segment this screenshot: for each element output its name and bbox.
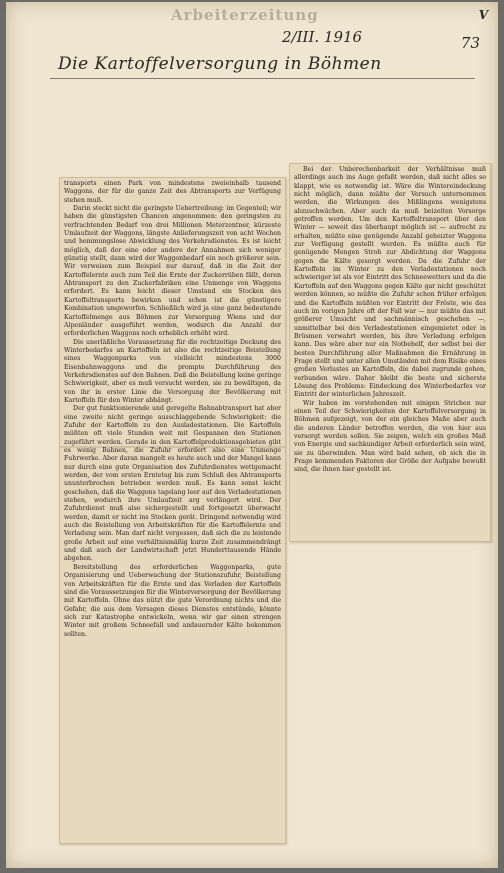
paragraph: Wir haben im vorstehenden mit einigen Strichen nur einen Teil der Schwierigkeiten der Kartoffelversorgung in Böhmen aufgezeigt, von der ein gleiches Maße aber auch die anderen Länder betroffen werden, die von hier aus versorgt werden sollen. Sie zeigen, welch ein großes Maß von Energie und sachkundiger Arbeit erforderlich sein wird, sie zu überwinden. Man wird bald sehen, ob sich die in Frage kommenden Faktoren der Größe der Aufgabe bewußt sind, die ihnen hier gestellt ist. — [294, 399, 486, 474]
paragraph: Darin steckt nicht die geringste Uebertreibung: im Gegenteil; wir haben die günstigsten Chancen angenommen: den geringsten zu verfrachtenden Bedarf von drei Millionen Meterzentner, kürzeste Umlaufzeit der Waggons, längste Anlieferungszeit von acht Wochen und hemmungslose Abwicklung des Verkehrsdienstes. Es ist leicht möglich, daß der eine oder andere der Annahmen sich weniger günstig stellt, dann wird der Waggonbedarf ein noch größerer sein. Wir verweisen zum Beispiel nur darauf, daß in die Zeit der Kartoffelernte auch zum Teil die Ernte der Zuckerrüben fällt, deren Abtransport zu den Zuckerfabriken eine Unmenge von Waggons erfordert. Es kann leicht dieser Umstand ein Stocken des Kartoffeltransports bewirken und schon ist die günstigere Kombination umgeworfen. Schließlich wird ja eine ganz bedeutende Kartoffelmenge aus Böhmen zur Versorgung Wiens und der Alpenländer ausgeführt werden, wodurch die Anzahl der erforderlichen Waggons noch erheblich erhöht wird. — [64, 205, 281, 338]
paragraph: Die unerläßliche Voraussetzung für die rechtzeitige Deckung des Winterbedarfes an Kartoffeln ist also die rechtzeitige Beistellung eines Waggonparks von vielleicht mindestens 3000 Eisenbahnwaggons und die prompte Durchführung des Verkehrsdienstes auf den Bahnen. Daß die Beistellung keine geringe Schwierigkeit, aber es muß versucht werden, sie zu bewältigen, da von ihr in erster Linie die Versorgung der Bevölkerung mit Kartoffeln für den Winter abhängt. — [64, 338, 281, 404]
clipping-left — [59, 177, 286, 844]
corner-mark: V — [478, 8, 488, 22]
title-underline — [50, 78, 475, 79]
paragraph: Bei der Unberechenbarkeit der Verhältnisse muß allerdings auch ins Auge gefaßt werden, daß nicht alles so klappt, wie es notwendig ist. Wäre die Wintereindeckung nicht möglich, dann müßte der Versuch unternommen werden, die Wirkungen des Mißlingens wenigstens abzuschwächen. Aber auch da muß beizeiten Vorsorge getroffen werden. Um den Kartoffeltransport über den Winter — soweit das überhaupt möglich ist — aufrecht zu erhalten, müßte eine genügende Anzahl geheizter Waggons zur Verfügung gestellt werden. Es müßte auch für genügende Mengen Stroh zur Abdichtung der Waggons gegen die Kälte gesorgt werden. Da die Zufuhr der Kartoffeln im Winter zu den Verladestationen noch schwieriger ist als vor Eintritt des Schneewetters und da die Kartoffeln auf den Waggons gegen Kälte gar nicht geschützt werden können, so müßte die Zufuhr schon früher erfolgen und die Kartoffeln müßten vor Eintritt der Fröste, wie das auch im vorigen Jahre oft der Fall war — nur müßte das mit größerer Umsicht und sachmännisch geschehen —, unmittelbar bei den Verladestationen eingemietet oder in Brüsmen verwahrt werden, bis ihre Verladung erfolgen kann. Das wäre aber nur ein Notbehelf, der selbst bei der besten Durchführung aller Maßnahmen die Ernährung in Frage stellt und unter allen Umständen mit dem Risiko eines großen Verlustes an Kartoffeln, die dabei zugrunde gehen, verbunden wäre. Daher bleibt die beste und sicherste Lösung des Problems: Eindeckung des Winterbedarfes vor Eintritt der winterlichen Jahreszeit. — [294, 166, 486, 399]
handwritten-title: Die Kartoffelversorgung in Böhmen — [58, 54, 382, 74]
clipping-right — [289, 163, 491, 542]
paragraph: transports einen Park von mindestens zweieinhalb tausend Waggons, der für die ganze Zeit des Abtransports zur Verfügung stehen muß. — [64, 180, 281, 204]
article-column-right — [294, 166, 486, 539]
newspaper-name: Arbeiterzeitung — [171, 6, 319, 24]
masthead — [6, 4, 498, 26]
article-column-left — [64, 180, 281, 841]
page-number: 73 — [460, 34, 480, 52]
paragraph: Der gut funktionierende und geregelte Bahnabtransport hat aber eine zweite nicht geringe ausschlaggebende Schwierigkeit: die Zufuhr der Kartoffeln zu den Ausladestationen. Die Kartoffeln müßten oft viele Stunden weit mit Gespannen den Stationen zugeführt werden. Gerade in den Kartoffelproduktionsgebieten gibt es wenig Bahnen, die Zufuhr erfordert also eine Unmenge Fuhrwerke. Aber daran mangelt es heute auch und der Mangel kann nur durch eine gute Organisation des Zufuhrdienstes wettgemacht werden, der vom ersten Erntetag bis zum Schluß des Abtransports ununterbrochen betrieben werden muß. Es kann sonst leicht geschehen, daß die Waggons tagelang leer auf den Verladestationen stehen, wodurch ihre Umlaufzeit arg verlängert wird. Der Zufuhrdienst muß also sichergestellt und fortgesetzt überwacht werden, damit er nicht ins Stocken gerät. Dringend notwendig wird auch die Beistellung von Arbeitskräften für die Kartoffelernte und Verladung sein. Man darf nicht vergessen, daß sich die zu leistende große Arbeit auf eine verhältnismäßig kurze Zeit zusammendrängt und daß auch der Landwirtschaft jetzt Hunderttausende Hände abgehen. — [64, 405, 281, 563]
paragraph: Bereitstellung des erforderlichen Waggonparks, gute Organisierung und Ueberwachung der Stationszufuhr, Beistellung von Arbeitskräften für die Ernte und das Verladen der Kartoffeln sind die Voraussetzungen für die Winterversorgung der Bevölkerung mit Kartoffeln. Ohne das nützt die gute Verordnung nichts und die Gefahr, die aus dem Versagen dieses Dienstes entstünde, könnte sich zur Katastrophe entwickeln, wenn wir gar einen strengen Winter mit großem Schneefall und andauernder Kälte bekommen sollten. — [64, 563, 281, 638]
archive-sheet — [6, 2, 498, 868]
handwritten-date: 2/III. 1916 — [282, 28, 363, 46]
